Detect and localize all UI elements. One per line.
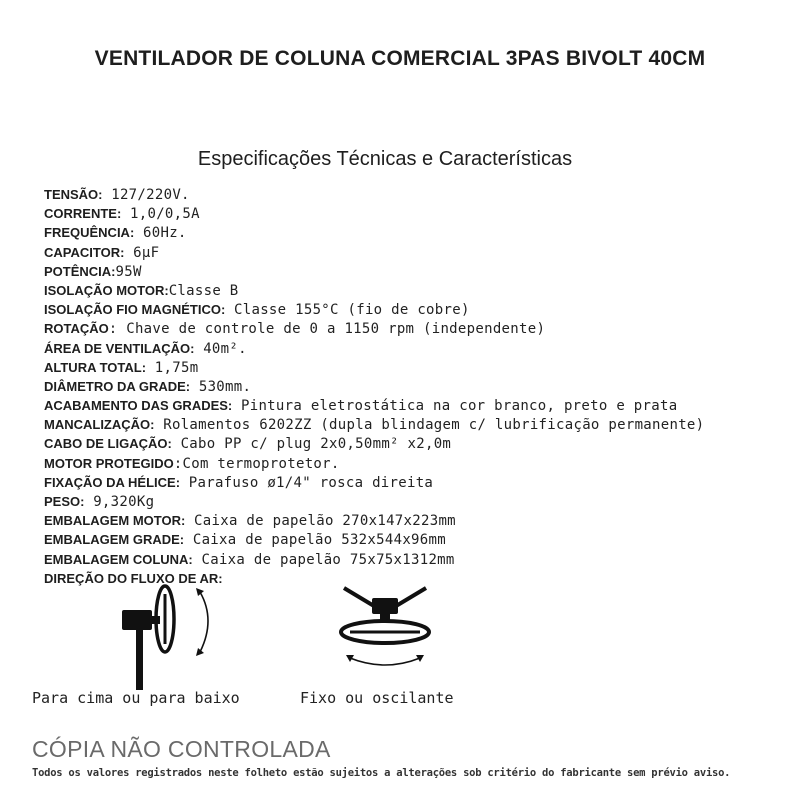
spec-label: DIÂMETRO DA GRADE: bbox=[44, 378, 191, 394]
document-title: VENTILADOR DE COLUNA COMERCIAL 3PAS BIVOLT 40CM bbox=[94, 47, 706, 70]
fan-oscillation-diagram-icon bbox=[330, 584, 440, 676]
spec-row-isolacao-motor bbox=[44, 281, 784, 300]
spec-label: MOTOR PROTEGIDO bbox=[44, 455, 174, 471]
spec-label: ALTURA TOTAL: bbox=[44, 359, 147, 375]
spec-row-altura bbox=[44, 358, 784, 377]
spec-value: Rolamentos 6202ZZ (dupla blindagem c/ lubrificação permanente) bbox=[154, 417, 705, 434]
fan-tilt-diagram-icon bbox=[112, 582, 222, 690]
spec-value: Caixa de papelão 532x544x96mm bbox=[184, 532, 446, 549]
spec-row-potencia bbox=[44, 262, 784, 281]
spec-row-embalagem-grade bbox=[44, 530, 784, 549]
spec-label: EMBALAGEM MOTOR: bbox=[44, 513, 186, 529]
spec-label: POTÊNCIA: bbox=[44, 263, 116, 279]
spec-label: EMBALAGEM GRADE: bbox=[44, 532, 185, 548]
spec-value: 40m². bbox=[194, 340, 247, 357]
section-subtitle: Especificações Técnicas e Características bbox=[197, 148, 573, 170]
spec-value: Classe B bbox=[168, 282, 239, 299]
uncontrolled-copy-watermark: CÓPIA NÃO CONTROLADA bbox=[32, 736, 331, 762]
spec-label: FREQUÊNCIA: bbox=[44, 225, 135, 241]
spec-row-peso bbox=[44, 492, 784, 511]
spec-label: ROTAÇÃO bbox=[44, 321, 109, 337]
spec-value: 1,0/0,5A bbox=[121, 206, 200, 223]
spec-label: CORRENTE: bbox=[44, 206, 122, 222]
disclaimer-text: Todos os valores registrados neste folheto estão sujeitos a alterações sob critério do fabricante sem prévio aviso. bbox=[32, 767, 731, 779]
spec-row-motor-protegido bbox=[44, 454, 784, 473]
spec-row-acabamento bbox=[44, 396, 784, 415]
specs-list bbox=[44, 185, 784, 588]
spec-label: ACABAMENTO DAS GRADES: bbox=[44, 398, 233, 414]
spec-label: FIXAÇÃO DA HÉLICE: bbox=[44, 474, 181, 490]
spec-value: 9,320Kg bbox=[84, 494, 155, 510]
oscillation-caption: Fixo ou oscilante bbox=[300, 689, 454, 707]
spec-label: TENSÃO: bbox=[44, 187, 103, 202]
spec-label: EMBALAGEM COLUNA: bbox=[44, 551, 193, 567]
spec-label: ISOLAÇÃO MOTOR: bbox=[44, 282, 169, 298]
spec-row-embalagem-coluna bbox=[44, 550, 784, 569]
spec-value: Caixa de papelão 270x147x223mm bbox=[185, 513, 456, 530]
spec-row-cabo bbox=[44, 434, 784, 453]
spec-value: 60Hz. bbox=[134, 225, 187, 242]
spec-label: MANCALIZAÇÃO: bbox=[44, 417, 155, 433]
spec-row-corrente bbox=[44, 204, 784, 223]
spec-row-diametro bbox=[44, 377, 784, 396]
spec-label: CABO DE LIGAÇÃO: bbox=[44, 436, 172, 452]
spec-row-embalagem-motor bbox=[44, 511, 784, 530]
spec-row-tensao bbox=[44, 185, 784, 204]
spec-value: Cabo PP c/ plug 2x0,50mm² x2,0m bbox=[171, 436, 452, 453]
spec-value: 1,75m bbox=[146, 359, 199, 376]
spec-label: ISOLAÇÃO FIO MAGNÉTICO: bbox=[44, 302, 226, 318]
spec-row-capacitor bbox=[44, 243, 784, 262]
spec-value: 6µF bbox=[124, 244, 160, 261]
spec-value: : Chave de controle de 0 a 1150 rpm (independente) bbox=[108, 321, 546, 338]
spec-label: ÁREA DE VENTILAÇÃO: bbox=[44, 340, 195, 356]
spec-row-frequencia bbox=[44, 223, 784, 242]
spec-row-rotacao bbox=[44, 319, 784, 338]
spec-row-area-ventilacao bbox=[44, 339, 784, 358]
spec-value: :Com termoprotetor. bbox=[173, 455, 340, 472]
spec-label: DIREÇÃO DO FLUXO DE AR: bbox=[44, 570, 223, 586]
spec-value: Classe 155°C (fio de cobre) bbox=[225, 302, 470, 319]
spec-row-isolacao-fio bbox=[44, 300, 784, 319]
spec-value: 530mm. bbox=[190, 378, 252, 395]
spec-value: 127/220V. bbox=[102, 187, 190, 203]
spec-row-fixacao bbox=[44, 473, 784, 492]
spec-label: CAPACITOR: bbox=[44, 244, 125, 260]
spec-value: Pintura eletrostática na cor branco, preto e prata bbox=[232, 398, 678, 415]
spec-value: Parafuso ø1/4" rosca direita bbox=[180, 474, 434, 491]
spec-value: Caixa de papelão 75x75x1312mm bbox=[192, 551, 455, 568]
spec-label: PESO: bbox=[44, 494, 85, 509]
spec-value: 95W bbox=[115, 263, 142, 280]
tilt-caption: Para cima ou para baixo bbox=[32, 689, 240, 707]
spec-row-mancalizacao bbox=[44, 415, 784, 434]
